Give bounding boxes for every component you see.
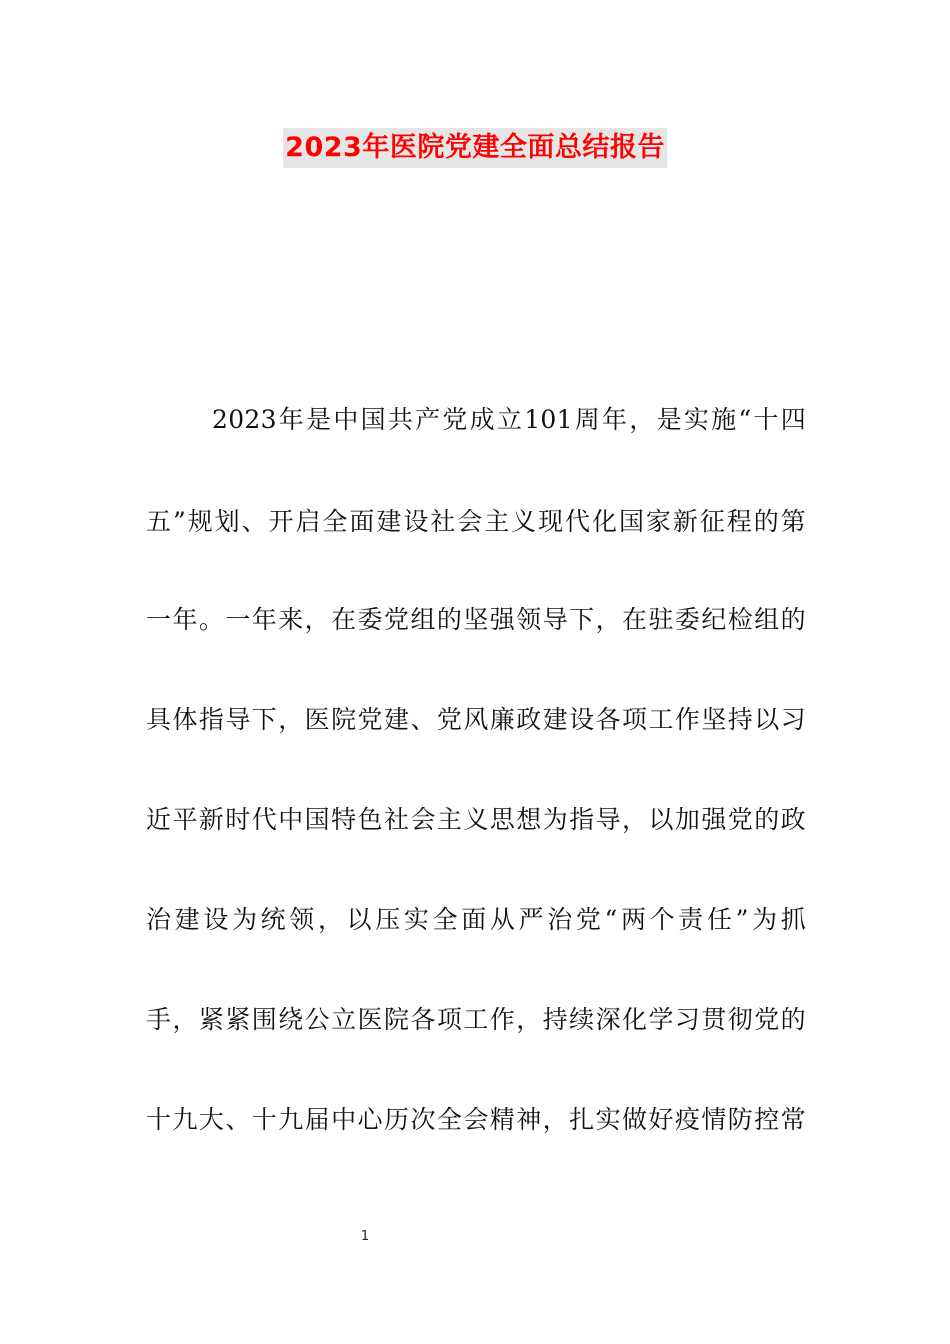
paragraph-line: 手，紧紧围绕公立医院各项工作，持续深化学习贯彻党的	[146, 1005, 806, 1034]
paragraph-line: 十九大、十九届中心历次全会精神，扎实做好疫情防控常	[146, 1105, 806, 1134]
paragraph-line: 治建设为统领，以压实全面从严治党“两个责任”为抓	[146, 905, 806, 934]
paragraph-line: 2023年是中国共产党成立101周年，是实施“十四	[212, 405, 806, 434]
paragraph-line: 具体指导下，医院党建、党风廉政建设各项工作坚持以习	[146, 705, 806, 734]
paragraph-line: 近平新时代中国特色社会主义思想为指导，以加强党的政	[146, 805, 806, 834]
document-title-text: 2023年医院党建全面总结报告	[283, 128, 667, 168]
page-number: 1	[360, 1229, 370, 1244]
paragraph-line: 一年。一年来，在委党组的坚强领导下，在驻委纪检组的	[146, 605, 806, 634]
document-title	[0, 128, 950, 168]
paragraph-line: 五”规划、开启全面建设社会主义现代化国家新征程的第	[146, 507, 806, 536]
